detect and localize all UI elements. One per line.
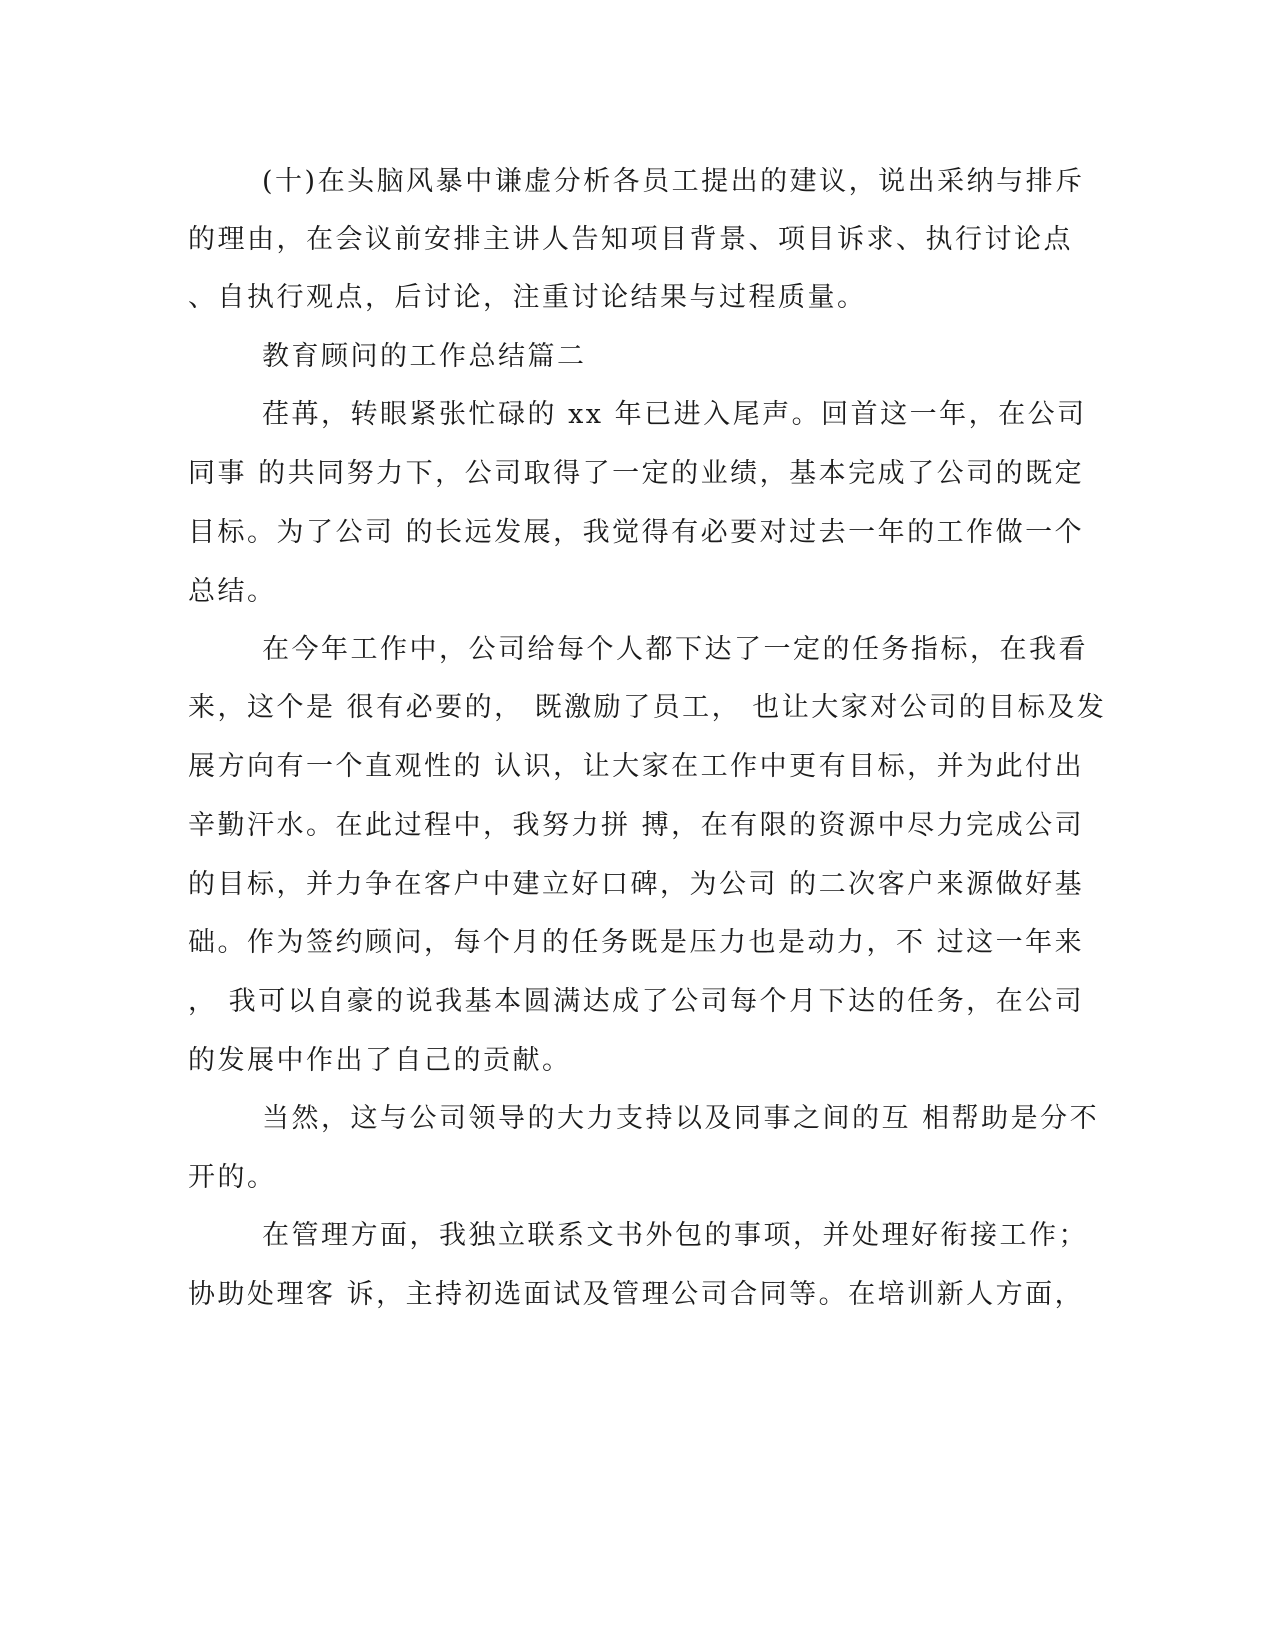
paragraph-line: 同事 的共同努力下，公司取得了一定的业绩，基本完成了公司的既定 — [188, 458, 1085, 489]
paragraph-line: 的发展中作出了自己的贡献。 — [188, 1045, 572, 1076]
paragraph-line: 、自执行观点，后讨论，注重讨论结果与过程质量。 — [188, 282, 867, 313]
paragraph-line: 来，这个是 很有必要的， 既激励了员工， 也让大家对公司的目标及发 — [188, 692, 1107, 723]
paragraph-line: 当然，这与公司领导的大力支持以及同事之间的互 相帮助是分不 — [262, 1103, 1100, 1134]
paragraph-line: 协助处理客 诉，主持初选面试及管理公司合同等。在培训新人方面， — [188, 1279, 1085, 1310]
paragraph-line: 在今年工作中，公司给每个人都下达了一定的任务指标，在我看 — [262, 634, 1088, 665]
paragraph-line: 的目标，并力争在客户中建立好口碑，为公司 的二次客户来源做好基 — [188, 869, 1085, 900]
paragraph-line: 在管理方面，我独立联系文书外包的事项，并处理好衔接工作； — [262, 1220, 1088, 1251]
paragraph-line: 展方向有一个直观性的 认识，让大家在工作中更有目标，并为此付出 — [188, 751, 1085, 782]
paragraph-line: 目标。为了公司 的长远发展，我觉得有必要对过去一年的工作做一个 — [188, 517, 1085, 548]
paragraph-line: 总结。 — [188, 576, 277, 607]
paragraph-line: 荏苒，转眼紧张忙碌的 xx 年已进入尾声。回首这一年，在公司 — [262, 399, 1087, 430]
paragraph-line: (十)在头脑风暴中谦虚分析各员工提出的建议，说出采纳与排斥 — [262, 166, 1085, 197]
paragraph-line: 的理由，在会议前安排主讲人告知项目背景、项目诉求、执行讨论点 — [188, 224, 1073, 255]
paragraph-line: 础。作为签约顾问，每个月的任务既是压力也是动力，不 过这一年来 — [188, 927, 1085, 958]
section-heading: 教育顾问的工作总结篇二 — [262, 341, 587, 372]
paragraph-line: 开的。 — [188, 1162, 277, 1193]
paragraph-line: 辛勤汗水。在此过程中，我努力拼 搏，在有限的资源中尽力完成公司 — [188, 810, 1085, 841]
paragraph-line: ， 我可以自豪的说我基本圆满达成了公司每个月下达的任务，在公司 — [188, 986, 1085, 1017]
